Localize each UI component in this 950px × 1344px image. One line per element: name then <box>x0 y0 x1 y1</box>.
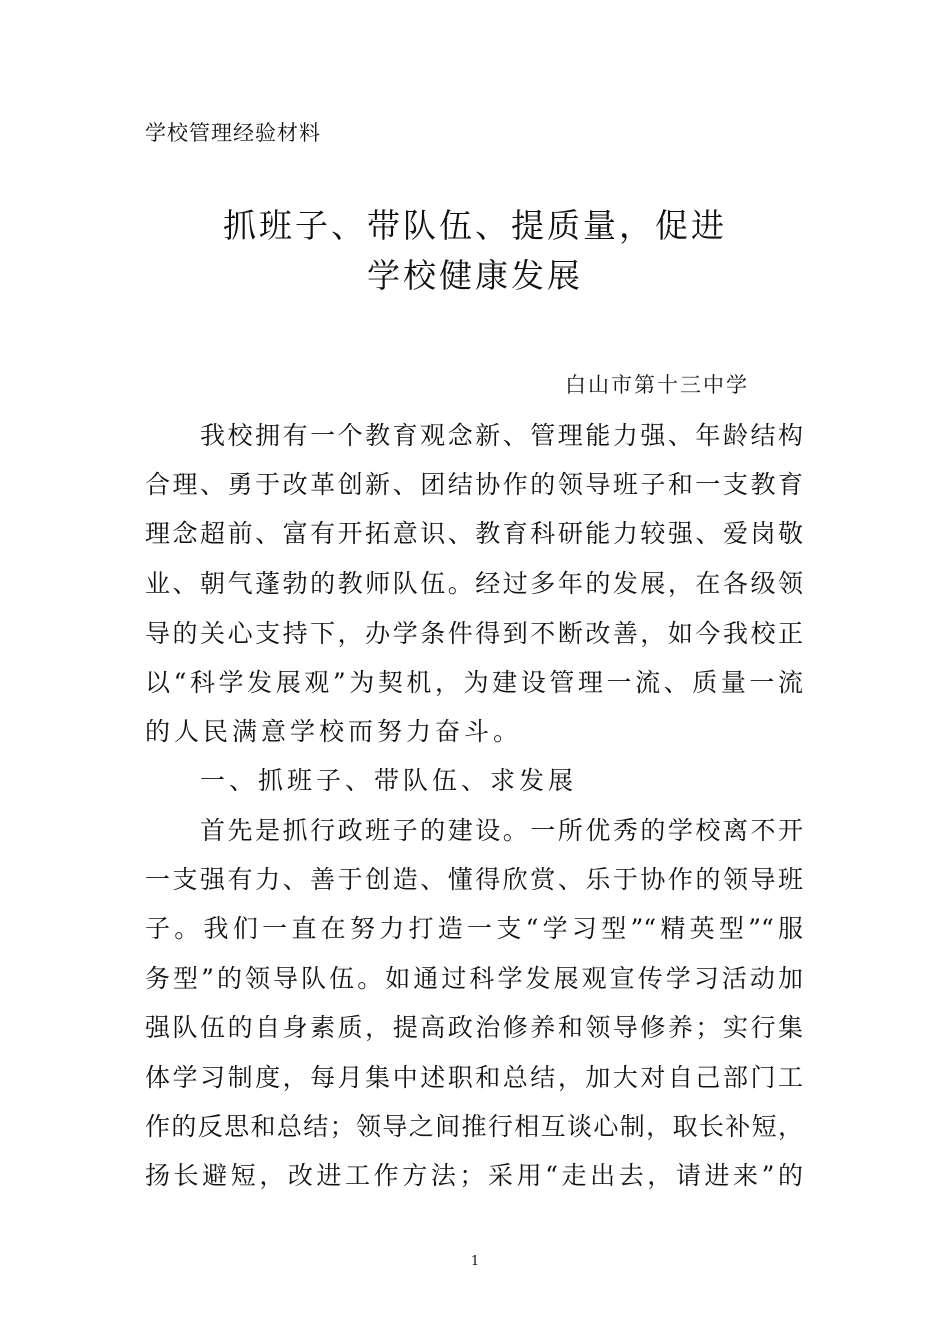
paragraph-2-line-3: 子。我们一直在努力打造一支“学习型”“精英型”“服 <box>145 914 803 943</box>
paragraph-1-line-6: 以“科学发展观”为契机，为建设管理一流、质量一流 <box>145 668 803 697</box>
document-title-line-2: 学校健康发展 <box>367 256 583 295</box>
paragraph-1-line-5: 导的关心支持下，办学条件得到不断改善，如今我校正 <box>145 619 803 648</box>
paragraph-2-line-7: 作的反思和总结；领导之间推行相互谈心制，取长补短， <box>145 1112 803 1141</box>
document-author: 白山市第十三中学 <box>565 373 749 397</box>
paragraph-2-line-2: 一支强有力、善于创造、懂得欣赏、乐于协作的领导班 <box>145 865 803 894</box>
paragraph-2-line-1: 首先是抓行政班子的建设。一所优秀的学校离不开 <box>200 816 803 845</box>
paragraph-1-line-7: 的人民满意学校而努力奋斗。 <box>145 717 523 746</box>
section-heading-1: 一、抓班子、带队伍、求发展 <box>200 766 578 795</box>
paragraph-1-line-4: 业、朝气蓬勃的教师队伍。经过多年的发展，在各级领 <box>145 569 803 598</box>
page-number: 1 <box>470 1254 480 1269</box>
paragraph-1-line-2: 合理、勇于改革创新、团结协作的领导班子和一支教育 <box>145 470 803 499</box>
paragraph-1-line-3: 理念超前、富有开拓意识、教育科研能力较强、爱岗敬 <box>145 519 803 548</box>
document-header-label: 学校管理经验材料 <box>145 121 321 145</box>
paragraph-2-line-6: 体学习制度，每月集中述职和总结，加大对自己部门工 <box>145 1063 803 1092</box>
paragraph-2-line-4: 务型”的领导队伍。如通过科学发展观宣传学习活动加 <box>145 964 803 993</box>
document-title-line-1: 抓班子、带队伍、提质量，促进 <box>223 206 727 245</box>
paragraph-2-line-8: 扬长避短，改进工作方法；采用“走出去，请进来”的 <box>145 1161 803 1190</box>
paragraph-2-line-5: 强队伍的自身素质，提高政治修养和领导修养；实行集 <box>145 1013 803 1042</box>
paragraph-1-line-1: 我校拥有一个教育观念新、管理能力强、年龄结构 <box>200 421 803 450</box>
